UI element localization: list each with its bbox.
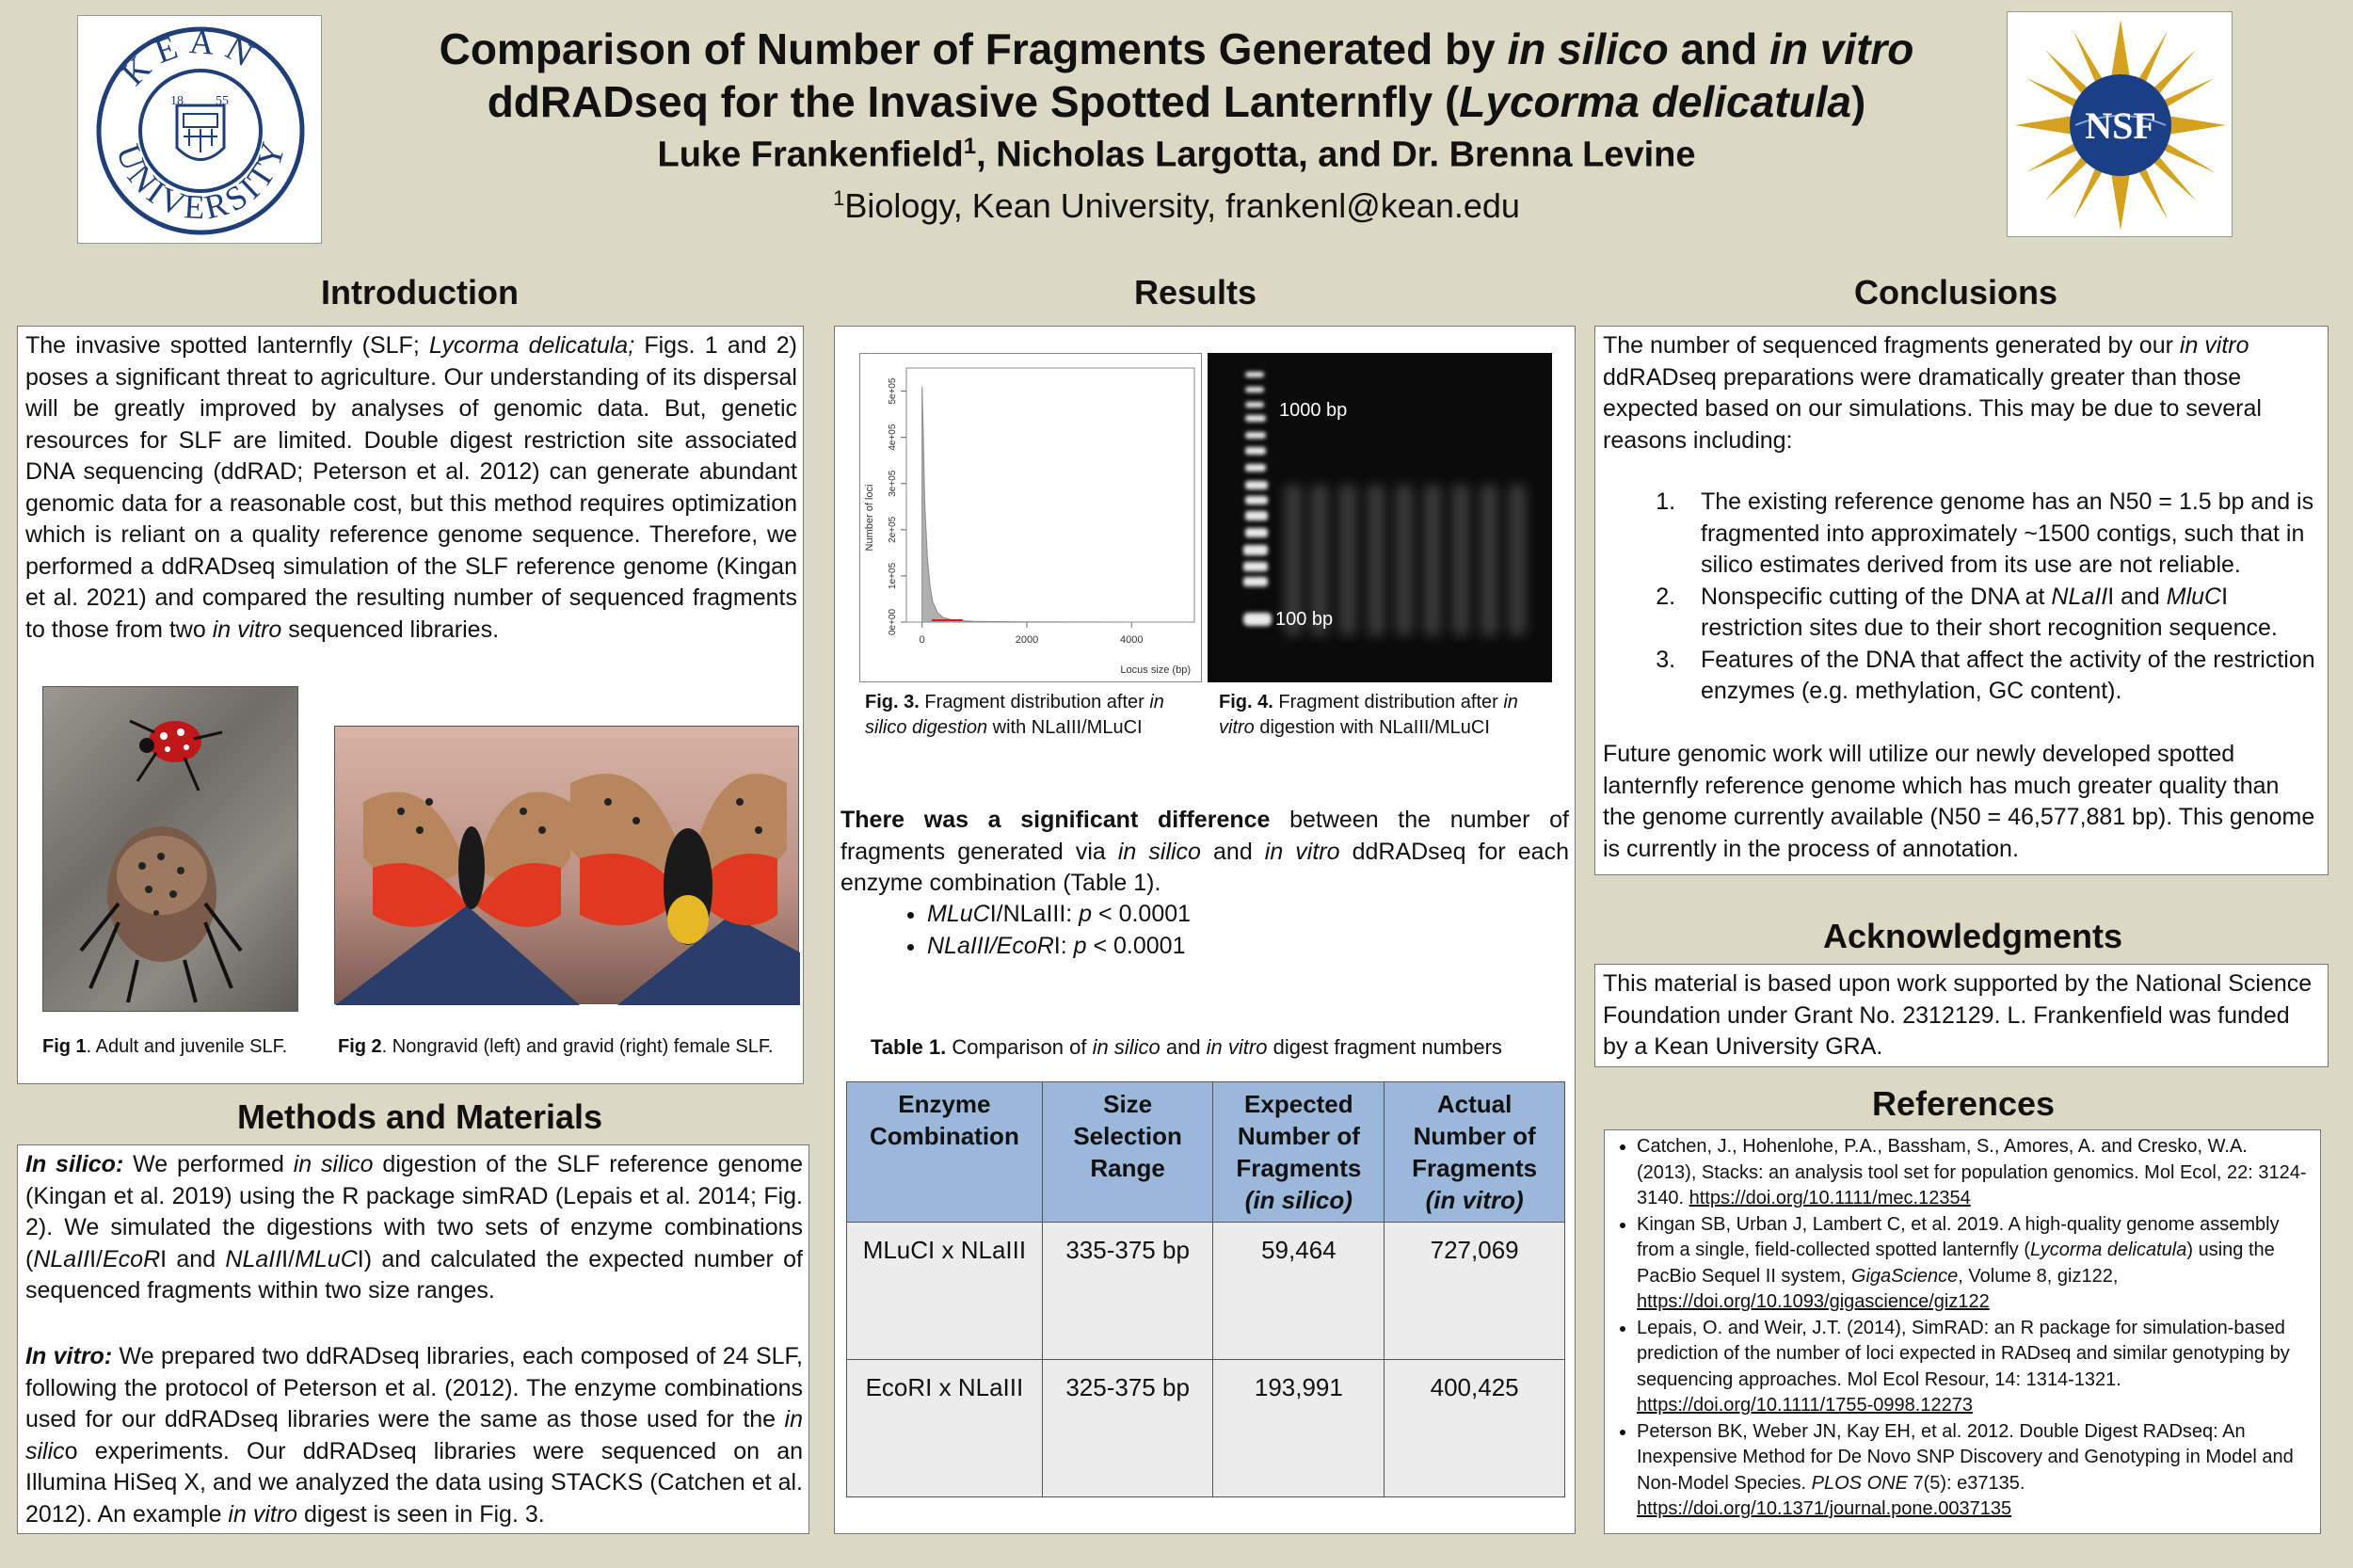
ack-title: Acknowledgments — [1822, 917, 2123, 955]
results-title: Results — [1133, 273, 1257, 312]
authors: Luke Frankenfield$^1$, Nicholas Largotta, and Dr. Brenna Levine — [657, 134, 1696, 175]
kean-logo — [77, 15, 322, 244]
ref-link[interactable]: https://doi.org/10.1093/gigascience/giz122 — [1637, 1291, 1990, 1312]
nsf-logo — [2007, 11, 2233, 237]
results-table-wrap — [846, 1081, 1565, 1497]
fig3-xlabel: Locus size (bp) — [1120, 664, 1191, 676]
conclusions-panel — [1594, 326, 2329, 875]
refs-panel — [1604, 1129, 2321, 1534]
cell-actual: 727,069 — [1385, 1223, 1565, 1360]
intro-text: The invasive spotted lanternfly (SLF; Lycorma delicatula; Figs. 1 and 2) poses a significant threat to agriculture. Our understanding of its dispersal will be greatly improved by analyses of genomic data. But, genetic resources for SLF are limited. Double digest restriction site associated DNA sequencing (ddRAD; Peterson et al. 2012) can generate abundant genomic data for a reasonable cost, but this method requires optimization which is reliant on a quality reference genome sequence. Therefore, we performed a ddRADseq simulation of the SLF reference genome (Kingan et al. 2021) and compared the resulting number of sequenced fragments to those from two in vitro sequenced libraries. — [25, 332, 797, 643]
kean-seal-icon — [78, 16, 323, 245]
cell-range: 325-375 bp — [1042, 1360, 1213, 1497]
fig3-ytick-label: 3e+05 — [888, 470, 898, 497]
th-actual: Actual Number of Fragments (in vitro) — [1385, 1082, 1565, 1223]
pvalue-item: • MLuCI/NLaIII: p < 0.0001 — [927, 899, 1492, 931]
intro-title: Introduction — [321, 273, 519, 312]
fig3-xtick-label: 2000 — [1015, 634, 1039, 646]
fig2-caption: Fig 2. Nongravid (left) and gravid (right) female SLF. — [338, 1036, 774, 1057]
pvalue-item: • NLaIII/EcoRI: p < 0.0001 — [927, 931, 1492, 963]
nsf-globe-icon — [2008, 12, 2233, 238]
table-caption: Table 1. Comparison of in silico and in vitro digest fragment numbers — [871, 1035, 1502, 1059]
cell-enzyme: MLuCI x NLaIII — [847, 1223, 1043, 1360]
table-header-row — [847, 1082, 1565, 1223]
th-expected: Expected Number of Fragments (in silico) — [1213, 1082, 1385, 1223]
fig4-caption: Fig. 4. Fragment distribution after in vitro digestion with NLaIII/MLuCI — [1219, 692, 1518, 738]
fig3-ytick-label: 5e+05 — [888, 377, 898, 405]
cell-expected: 59,464 — [1213, 1223, 1385, 1360]
cell-range: 335-375 bp — [1042, 1223, 1213, 1360]
fig2-photo — [334, 726, 799, 1004]
conclusion-item: 3. Features of the DNA that affect the activity of the restriction enzymes (e.g. methylation, GC content). — [1682, 645, 2322, 708]
fig3-ytick-label: 2e+05 — [888, 516, 898, 543]
ack-text: This material is based upon work supported by the National Science Foundation under Grant No. 2312129. L. Frankenfield was funded by a Kean University GRA. — [1603, 970, 2313, 1060]
svg-text:KEAN: KEAN — [114, 23, 268, 93]
fig3-xtick-label: 4000 — [1119, 634, 1144, 646]
intro-panel — [17, 326, 804, 1084]
methods-insilico-text: In silico: We performed in silico digestion of the SLF reference genome (Kingan et al. 2019) using the R package simRAD (Lepais et al. 2014; Fig. 2). We simulated the digestions with two sets of enzyme combinations (NLaIII/EcoRI and NLaIII/MLuCI) and calculated the expected number of sequenced fragments within two size ranges. — [25, 1151, 803, 1304]
ref-item: • Lepais, O. and Weir, J.T. (2014), SimRAD: an R package for simulation-based prediction of the number of loci expected in RADseq and similar genotyping by sequencing approaches. Mol Ecol Resour, 14: 1314-1321. https://doi.org/10.1111/1755-0998.12273 — [1637, 1316, 2309, 1419]
conclusion-item: 1. The existing reference genome has an N50 = 1.5 bp and is fragmented into approximately ~1500 contigs, such that in silico estimates derived from its use are not reliable. — [1682, 487, 2322, 582]
fig4-gel-image — [1208, 353, 1552, 682]
cell-actual: 400,425 — [1385, 1360, 1565, 1497]
gel-label-1000bp: 1000 bp — [1279, 400, 1348, 421]
results-panel — [834, 326, 1576, 1534]
ref-link[interactable]: https://doi.org/10.1111/mec.12354 — [1689, 1188, 1971, 1208]
conclusions-list — [1588, 487, 2322, 708]
refs-title: References — [1871, 1084, 2056, 1123]
fig3-xtick-label: 0 — [919, 634, 925, 646]
methods-panel — [17, 1144, 809, 1534]
svg-text:18: 18 — [170, 94, 184, 108]
conclusion-item: 2. Nonspecific cutting of the DNA at NLaIII and MluCI restriction sites due to their short recognition sequence. — [1682, 582, 2322, 645]
ref-item: • Peterson BK, Weber JN, Kay EH, et al. 2012. Double Digest RADseq: An Inexpensive Method for De Novo SNP Discovery and Genotyping in Model and Non-Model Species. PLOS ONE 7(5): e37135. https://doi.org/10.1371/journal.pone.0037135 — [1637, 1419, 2309, 1523]
ref-link[interactable]: https://doi.org/10.1371/journal.pone.0037135 — [1637, 1498, 2012, 1519]
ref-item: • Kingan SB, Urban J, Lambert C, et al. 2019. A high-quality genome assembly from a single, field-collected spotted lanternfly (Lycorma delicatula) using the PacBio Sequel II system, GigaScience, Volume 8, giz122, https://doi.org/10.1093/gigascience/giz122 — [1637, 1212, 2309, 1316]
fig3-ytick-label: 4e+05 — [888, 424, 898, 451]
significance-text: There was a significant difference between the number of fragments generated via in silico and in vitro ddRADseq for each enzyme combination (Table 1). — [840, 807, 1569, 896]
svg-text:55: 55 — [216, 94, 229, 108]
ack-panel — [1594, 964, 2329, 1067]
conclusions-title: Conclusions — [1853, 273, 2058, 312]
fig3-chart — [859, 353, 1202, 682]
table-row — [847, 1360, 1565, 1497]
fig1-caption: Fig 1. Adult and juvenile SLF. — [42, 1036, 288, 1057]
fig3-caption: Fig. 3. Fragment distribution after in silico digestion with NLaIII/MLuCI — [865, 692, 1164, 738]
conclusions-future: Future genomic work will utilize our newly developed spotted lanternfly reference genome which has much greater quality than the genome currently available (N50 = 46,577,881 bp). This genome is currently in the process of annotation. — [1603, 741, 2315, 862]
gel-label-100bp: 100 bp — [1275, 609, 1334, 630]
fig3-ylabel: Number of loci — [864, 484, 875, 552]
fig3-ytick-label: 0e+00 — [888, 608, 898, 636]
refs-list — [1609, 1134, 2309, 1523]
svg-text:UNIVERSITY: UNIVERSITY — [108, 134, 294, 227]
fig1-photo — [42, 686, 298, 1012]
pvalue-list — [833, 899, 1492, 962]
fig3-ytick-label: 1e+05 — [888, 562, 898, 589]
cell-enzyme: EcoRI x NLaIII — [847, 1360, 1043, 1497]
th-enzyme: Enzyme Combination — [847, 1082, 1043, 1223]
results-table — [846, 1081, 1565, 1497]
ref-link[interactable]: https://doi.org/10.1111/1755-0998.12273 — [1637, 1395, 1973, 1416]
cell-expected: 193,991 — [1213, 1360, 1385, 1497]
methods-title: Methods and Materials — [236, 1097, 603, 1136]
affiliation: $^1$Biology, Kean University, frankenl@kean.edu — [833, 186, 1520, 225]
th-range: Size Selection Range — [1042, 1082, 1213, 1223]
table-row — [847, 1223, 1565, 1360]
poster-title: Comparison of Number of Fragments Generated by in silico and in vitro ddRADseq for the Invasive Spotted Lanternfly (Lycorma delicatula) — [439, 24, 1914, 126]
conclusions-intro: The number of sequenced fragments generated by our in vitro ddRADseq preparations were dramatically greater than those expected based on our simulations. This may be due to several reasons including: — [1603, 332, 2262, 454]
methods-invitro-text: In vitro: We prepared two ddRADseq libraries, each composed of 24 SLF, following the protocol of Peterson et al. (2012). The enzyme combinations used for our ddRADseq libraries were the same as those used for the in silico experiments. Our ddRADseq libraries were sequenced on an Illumina HiSeq X, and we analyzed the data using STACKS (Catchen et al. 2012). An example in vitro digest is seen in Fig. 3. — [25, 1343, 803, 1528]
svg-text:NSF: NSF — [2085, 104, 2156, 147]
ref-item: • Catchen, J., Hohenlohe, P.A., Bassham, S., Amores, A. and Cresko, W.A. (2013), Stacks: an analysis tool set for population genomics. Mol Ecol, 22: 3124-3140. https://doi.org/10.1111/mec.12354 — [1637, 1134, 2309, 1212]
